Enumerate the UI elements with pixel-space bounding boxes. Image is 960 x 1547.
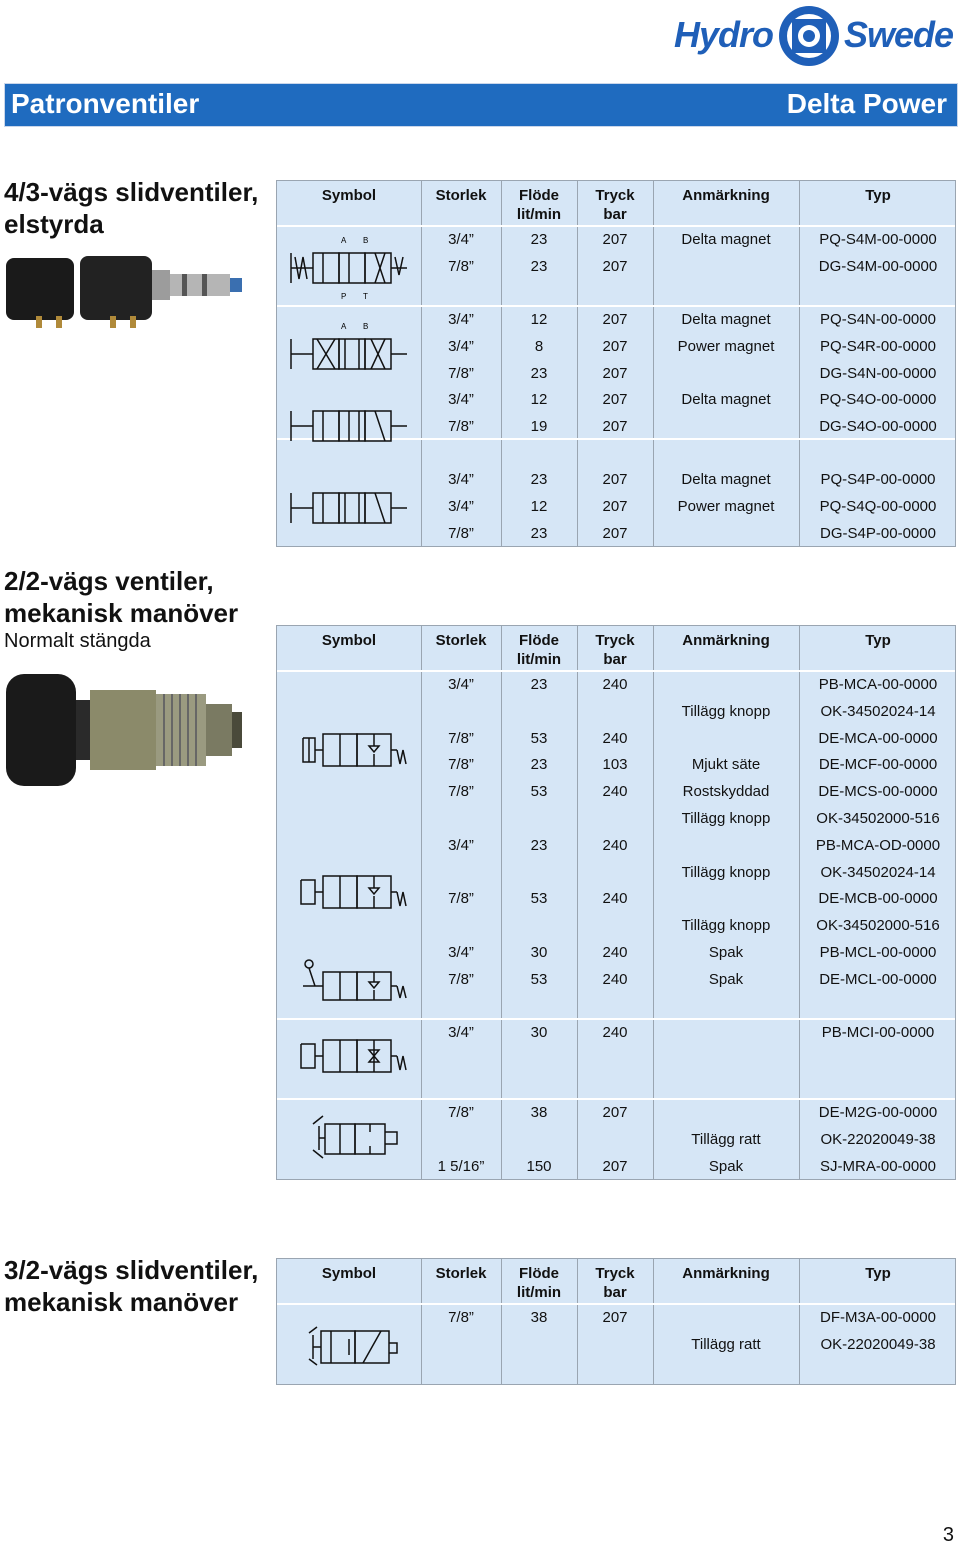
col-header-note: Anmärkning	[682, 632, 770, 649]
cell-size: 7/8”	[448, 783, 474, 801]
cell-flow: 53	[530, 890, 548, 908]
cell-type: PB-MCA-00-0000	[818, 676, 938, 693]
cell-pressure: 207	[602, 497, 628, 515]
symbol-4-3-closed-center	[283, 231, 415, 301]
cell-pressure: 240	[602, 970, 628, 988]
banner-product-line: Delta Power	[786, 88, 947, 119]
cell-size: 7/8”	[448, 1104, 474, 1121]
symbol-4-3-open-center	[283, 317, 415, 387]
cell-flow: 53	[530, 970, 548, 988]
section2-subtitle: Normalt stängda	[4, 630, 151, 652]
cell-size: 7/8”	[448, 970, 474, 988]
cell-flow: 19	[530, 418, 548, 436]
cell-type: PQ-S4O-00-0000	[819, 391, 937, 409]
section3-title-line2: mekanisk manöver	[4, 1287, 239, 1317]
col-header-symbol: Symbol	[321, 187, 377, 204]
cell-type: DE-MCB-00-0000	[818, 890, 938, 908]
col-header-flow: Flöde lit/min	[516, 632, 562, 668]
cell-flow: 38	[530, 1104, 548, 1121]
cell-type: PQ-S4Q-00-0000	[819, 497, 937, 515]
section2-title-line2: mekanisk manöver	[4, 598, 239, 628]
cell-size: 3/4”	[448, 471, 474, 488]
cell-size: 3/4”	[448, 337, 474, 355]
page-number: 3	[942, 1524, 954, 1546]
col-header-type: Typ	[865, 632, 891, 649]
col-header-type: Typ	[865, 1265, 891, 1282]
col-header-pressure: Tryck bar	[595, 632, 635, 668]
cell-type: DG-S4M-00-0000	[818, 257, 938, 275]
section2-title	[4, 565, 238, 629]
header-banner	[4, 83, 958, 127]
cell-type: PB-MCA-OD-0000	[815, 836, 941, 854]
cell-note: Power magnet	[677, 497, 775, 515]
cell-flow: 30	[530, 1024, 548, 1041]
table-2-2-valves	[276, 625, 956, 1180]
cell-size: 7/8”	[448, 418, 474, 436]
cell-note: Tillägg knopp	[681, 917, 771, 935]
symbol-4-3-float	[283, 477, 415, 541]
cell-size: 7/8”	[448, 524, 474, 542]
cell-flow: 23	[530, 756, 548, 774]
cell-flow: 23	[530, 676, 548, 693]
col-header-size: Storlek	[435, 1265, 487, 1282]
cell-note: Delta magnet	[681, 311, 771, 328]
section3-title	[4, 1254, 258, 1318]
cell-note: Delta magnet	[681, 231, 771, 248]
cell-size: 3/4”	[448, 944, 474, 961]
cell-size: 7/8”	[448, 729, 474, 747]
cell-type: PB-MCI-00-0000	[821, 1024, 935, 1041]
cell-type: DG-S4P-00-0000	[820, 524, 936, 542]
cell-pressure: 207	[602, 1104, 628, 1121]
table-4-3-valves	[276, 180, 956, 547]
cell-type: PQ-S4R-00-0000	[820, 337, 936, 355]
cell-type: PQ-S4N-00-0000	[820, 311, 936, 328]
cell-flow: 53	[530, 783, 548, 801]
col-header-symbol: Symbol	[321, 632, 377, 649]
cell-type: PQ-S4P-00-0000	[820, 471, 936, 488]
svg-text:B: B	[363, 236, 369, 245]
col-header-size: Storlek	[435, 632, 487, 649]
cell-pressure: 207	[602, 418, 628, 436]
cell-note: Power magnet	[677, 337, 775, 355]
cell-flow: 12	[530, 391, 548, 409]
cell-type: OK-34502000-516	[816, 917, 940, 935]
col-header-flow: Flöde lit/min	[516, 1265, 562, 1301]
cell-note: Delta magnet	[681, 391, 771, 409]
symbol-4-3-tandem	[283, 397, 415, 455]
cell-type: PB-MCL-00-0000	[819, 944, 937, 961]
cell-size: 7/8”	[448, 1309, 474, 1326]
col-header-symbol: Symbol	[321, 1265, 377, 1282]
symbol-2-2-knob	[283, 722, 415, 778]
cell-pressure: 240	[602, 783, 628, 801]
symbol-2-2-double-check	[283, 1026, 415, 1086]
cell-note: Tillägg knopp	[681, 702, 771, 720]
cell-size: 7/8”	[448, 890, 474, 908]
cell-pressure: 240	[602, 944, 628, 961]
cell-note: Spak	[708, 1157, 744, 1175]
brand-emblem-icon	[774, 4, 844, 68]
brand-right: Swede	[844, 14, 954, 55]
cell-note: Tillägg knopp	[681, 810, 771, 827]
symbol-3-2-handwheel	[283, 1321, 415, 1373]
col-header-pressure: Tryck bar	[595, 1265, 635, 1301]
cell-type: OK-22020049-38	[820, 1335, 936, 1353]
cell-flow: 30	[530, 944, 548, 961]
table-3-2-valves	[276, 1258, 956, 1385]
cell-type: DE-M2G-00-0000	[818, 1104, 938, 1121]
cell-pressure: 207	[602, 257, 628, 275]
svg-text:A: A	[341, 322, 347, 331]
col-header-note: Anmärkning	[682, 187, 770, 204]
cell-pressure: 207	[602, 1309, 628, 1326]
cell-type: DG-S4O-00-0000	[819, 418, 937, 436]
section1-title	[4, 176, 258, 240]
cell-flow: 150	[526, 1157, 552, 1175]
col-header-pressure: Tryck bar	[595, 187, 635, 223]
cell-pressure: 207	[602, 391, 628, 409]
cell-size: 3/4”	[448, 1024, 474, 1041]
cell-pressure: 240	[602, 890, 628, 908]
cell-pressure: 240	[602, 1024, 628, 1041]
cell-pressure: 207	[602, 471, 628, 488]
cell-pressure: 207	[602, 337, 628, 355]
cell-size: 3/4”	[448, 231, 474, 248]
cell-size: 3/4”	[448, 497, 474, 515]
col-header-flow: Flöde lit/min	[516, 187, 562, 223]
cell-size: 7/8”	[448, 364, 474, 382]
symbol-2-2-lever	[283, 958, 415, 1008]
cell-pressure: 207	[602, 524, 628, 542]
cell-type: SJ-MRA-00-0000	[820, 1157, 936, 1175]
cell-note: Mjukt säte	[691, 756, 761, 774]
hydro-swede-logo	[674, 4, 954, 68]
cell-type: OK-34502024-14	[820, 863, 936, 881]
cell-note: Rostskyddad	[682, 783, 770, 801]
cell-size: 7/8”	[448, 257, 474, 275]
cell-pressure: 207	[602, 231, 628, 248]
cell-flow: 8	[534, 337, 544, 355]
symbol-2-2-knob-b	[283, 864, 415, 920]
cell-pressure: 240	[602, 676, 628, 693]
section2-title-line1: 2/2-vägs ventiler,	[4, 566, 214, 596]
knob-valve-photo	[6, 670, 246, 790]
cell-size: 1 5/16”	[437, 1157, 485, 1175]
cell-type: DF-M3A-00-0000	[820, 1309, 936, 1326]
cell-size: 3/4”	[448, 391, 474, 409]
solenoid-valve-photo	[6, 240, 246, 340]
cell-size: 7/8”	[448, 756, 474, 774]
cell-size: 3/4”	[448, 836, 474, 854]
cell-note: Spak	[708, 944, 744, 961]
svg-text:B: B	[363, 322, 369, 331]
cell-flow: 23	[530, 257, 548, 275]
svg-text:A: A	[341, 236, 347, 245]
cell-flow: 23	[530, 524, 548, 542]
cell-pressure: 207	[602, 311, 628, 328]
col-header-size: Storlek	[435, 187, 487, 204]
cell-note: Spak	[708, 970, 744, 988]
cell-flow: 53	[530, 729, 548, 747]
section1-title-line2: elstyrda	[4, 209, 104, 239]
symbol-2-2-handwheel	[283, 1106, 415, 1172]
cell-pressure: 207	[602, 1157, 628, 1175]
cell-note: Tillägg ratt	[691, 1335, 761, 1353]
brand-left: Hydro	[674, 14, 774, 55]
cell-pressure: 207	[602, 364, 628, 382]
cell-type: OK-34502024-14	[820, 702, 936, 720]
cell-pressure: 240	[602, 729, 628, 747]
cell-type: PQ-S4M-00-0000	[819, 231, 937, 248]
section1-title-line1: 4/3-vägs slidventiler,	[4, 177, 259, 207]
cell-type: OK-22020049-38	[820, 1130, 936, 1148]
cell-flow: 23	[530, 364, 548, 382]
cell-note: Delta magnet	[681, 471, 771, 488]
cell-pressure: 240	[602, 836, 628, 854]
col-header-type: Typ	[865, 187, 891, 204]
cell-type: DE-MCL-00-0000	[819, 970, 937, 988]
cell-note: Tillägg knopp	[681, 863, 771, 881]
cell-type: DE-MCA-00-0000	[818, 729, 938, 747]
cell-note: Tillägg ratt	[691, 1130, 761, 1148]
svg-text:P: P	[341, 292, 347, 301]
cell-size: 3/4”	[448, 676, 474, 693]
svg-text:T: T	[363, 292, 368, 301]
banner-title: Patronventiler	[11, 88, 200, 119]
cell-type: DG-S4N-00-0000	[819, 364, 937, 382]
cell-type: DE-MCS-00-0000	[818, 783, 938, 801]
cell-size: 3/4”	[448, 311, 474, 328]
cell-type: OK-34502000-516	[816, 810, 940, 827]
section3-title-line1: 3/2-vägs slidventiler,	[4, 1255, 259, 1285]
cell-flow: 12	[530, 311, 548, 328]
cell-flow: 23	[530, 836, 548, 854]
cell-type: DE-MCF-00-0000	[818, 756, 938, 774]
cell-flow: 23	[530, 471, 548, 488]
cell-flow: 12	[530, 497, 548, 515]
cell-flow: 23	[530, 231, 548, 248]
cell-flow: 38	[530, 1309, 548, 1326]
col-header-note: Anmärkning	[682, 1265, 770, 1282]
cell-pressure: 103	[602, 756, 628, 774]
